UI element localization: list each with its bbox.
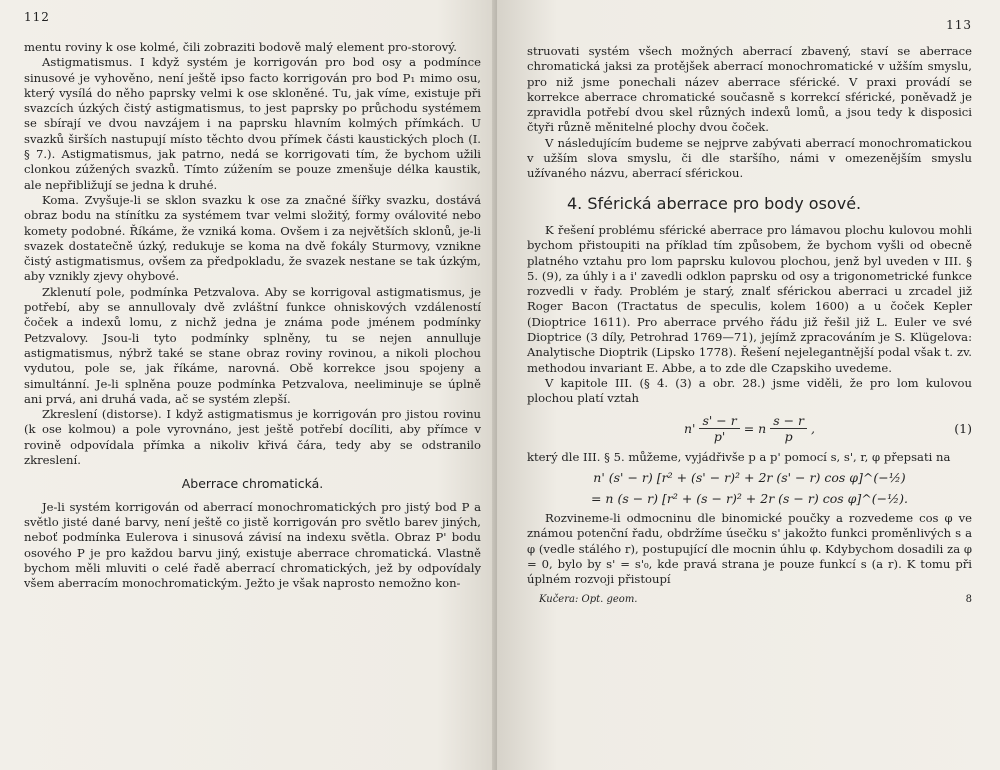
equation-2a: n' (s' − r) [r² + (s' − r)² + 2r (s' − r) cos φ]^(−½) — [593, 470, 906, 486]
paragraph: mentu roviny k ose kolmé, čili zobraziti bodově malý element pro-storový. — [24, 40, 457, 54]
right-text-column — [527, 44, 972, 588]
section-heading: 4. Sférická aberrace pro body osové. — [567, 193, 862, 213]
equation-2b: = n (s − r) [r² + (s − r)² + 2r (s − r) cos φ]^(−½). — [590, 490, 909, 506]
paragraph: V kapitole III. (§ 4. (3) a obr. 28.) jsme viděli, že pro lom kulovou plochou platí vztah — [527, 375, 972, 406]
paragraph: V následujícím budeme se nejprve zabývati aberrací monochromatickou v užším slova smyslu, či dle staršího, námi v omezenějším smyslu užívaného názvu, aberrací sférickou. — [527, 135, 972, 181]
paragraph: Zklenutí pole, podmínka Petzvalova. Aby se korrigoval astigmatismus, je potřebí, aby se annullovaly dvě zvláštní funkce ohniskových vzdáleností čoček a indexů lomu, z nichž jedna je známa pode jménem podmínky Petzvalovy. Jsou-li tyto podmínky splněny, tu se nejen annulluje astigmatismus, nýbrž také se stane obraz roviny rovinou, a nikoli plochou vydutou, pole se, jak říkáme, narovná. Obě korrekce jsou spojeny a simultánní. Je-li splněna pouze podmínka Petzvalova, neeliminuje se úplně ani prvá, ani druhá vada, ač se systém zlepší. — [24, 284, 481, 406]
section-heading: Aberrace chromatická. — [181, 476, 324, 492]
eq-rhs-denominator: p — [784, 428, 793, 444]
eq-rhs-fraction — [770, 413, 807, 445]
paragraph: Koma. Zvyšuje-li se sklon svazku k ose za značné šířky svazku, dostává obraz bodu na stínítku za systémem tvar velmi složitý, formy oválovité nebo komety podobné. Říkáme, že vzniká koma. Ovšem i za největších sklonů, je-li svazek dostatečně úzký, redukuje se koma na dvě fokály Sturmovy, vznikne čistý astigmatismus, ovšem za předpokladu, že svazek nestane se tak úzkým, aby vznikly zjevy ohybové. — [24, 192, 481, 284]
equation-number: (1) — [954, 420, 972, 436]
page-footer — [527, 594, 972, 605]
paragraph: Rozvineme-li odmocninu dle binomické poučky a rozvedeme cos φ ve známou potenční řadu, obdržíme úsečku s' jakožto funkci proměnlivých s a φ (vedle stálého r), postupující dle mocnin úhlu φ. Kdybychom dosadili za φ = 0, bylo by s' = s'₀, kde pravá strana je pouze funkcí s (a r). K tomu při úplném rozvoji přistoupí — [527, 511, 972, 587]
eq-lhs-fraction — [699, 413, 739, 445]
eq-lhs-numerator: s' − r — [699, 413, 739, 429]
eq-equals: = n — [743, 420, 767, 436]
page-number-right: 113 — [946, 18, 972, 32]
paragraph: K řešení problému sférické aberrace pro lámavou plochu kulovou mohli bychom přistoupiti na příklad tím způsobem, že bychom vyšli od obecně platného vztahu pro lom paprsku kulovou plochou, jenž byl uveden v III. § 5. (9), za úhly i a i' zavedli odklon paprsku od osy a trigonometrické funkce rozvedli v řady. Problém je starý, znalť sférickou aberraci u zrcadel již Roger Bacon (Tractatus de speculis, kolem 1600) a u čoček Kepler (Dioptrice 1611). Pro aberrace prvého řádu již řešil již L. Euler ve své Dioptrice (3 díly, Petrohrad 1769—71), jejímž zpracováním je S. Klügelova: Analytische Dioptrik (Lipsko 1778). Řešení nejelegantnější podal však t. zv. methodou invariant E. Abbe, a to zde dle Czapskiho uvedeme. — [527, 222, 972, 375]
right-page — [497, 0, 1000, 770]
eq-lhs-prefix: n' — [683, 420, 696, 436]
eq-lhs-denominator: p' — [713, 428, 726, 444]
equation-1 — [527, 413, 972, 445]
page-number-left: 112 — [24, 10, 50, 24]
left-text-column — [24, 40, 481, 591]
paragraph: Astigmatismus. I když systém je korrigován pro bod osy a podmínce sinusové je vyhověno, není ještě ipso facto korrigován pro bod P₁ mimo osu, který vysílá do něho paprsky velmi k ose skloněné. Tu, jak víme, existuje při svazcích úzkých čistý astigmatismus, to jest paprsky po průchodu systémem se sbírají ve dvou navzájem i na paprsku hlavním kolmých přímkách. U svazků širších nastupují místo těchto dvou přímek části kaustických ploch (I. § 7.). Astigmatismus, jak patrno, nedá se korrigovati tím, že bychom užili clonkou zúžených svazků. Tímto zúžením se pouze zmenšuje délka kaustik, ale nepřibližují se jedna k druhé. — [24, 55, 481, 192]
paragraph: struovati systém všech možných aberrací zbavený, staví se aberrace chromatická jaksi za protějšek aberrací monochromatické v užším smyslu, pro niž jsme ponechali název aberrace sférické. V praxi provádí se korrekce aberrace chromatické současně s korrekcí sférické, poněvadž je zpravidla potřebí dvou skel různých indexů lomů, a jsou tedy k disposici čtyři různě měnitelné plochy dvou čoček. — [527, 44, 972, 135]
paragraph: Je-li systém korrigován od aberrací monochromatických pro jistý bod P a světlo jisté dané barvy, není ještě co jistě korrigován pro světlo barev jiných, neboť podmínka Eulerova i sinusová závisí na indexu světla. Obraz P' bodu osového P je pro každou barvu jiný, existuje aberrace chromatická. Vlastně bychom měli mluviti o celé řadě aberrací chromatických, jež by odpovídaly všem aberracím monochromatickým. Ježto je však naprosto nemožno kon- — [24, 499, 481, 591]
paragraph: Zkreslení (distorse). I když astigmatismus je korrigován pro jistou rovinu (k ose kolmou) a pole vyrovnáno, jest ještě potřebí docíliti, aby přímce v rovině odpovídala přímka a nikoliv křivá čára, tedy aby se odstranilo zkreslení. — [24, 407, 481, 468]
eq-rhs-numerator: s − r — [770, 413, 807, 429]
footer-sheet-number: 8 — [965, 593, 972, 605]
paragraph: který dle III. § 5. můžeme, vyjádřivše p a p' pomocí s, s', r, φ přepsati na — [527, 450, 951, 465]
eq-tail: , — [811, 420, 816, 436]
footer-author: Kučera: Opt. geom. — [539, 593, 638, 605]
left-page — [0, 0, 497, 770]
